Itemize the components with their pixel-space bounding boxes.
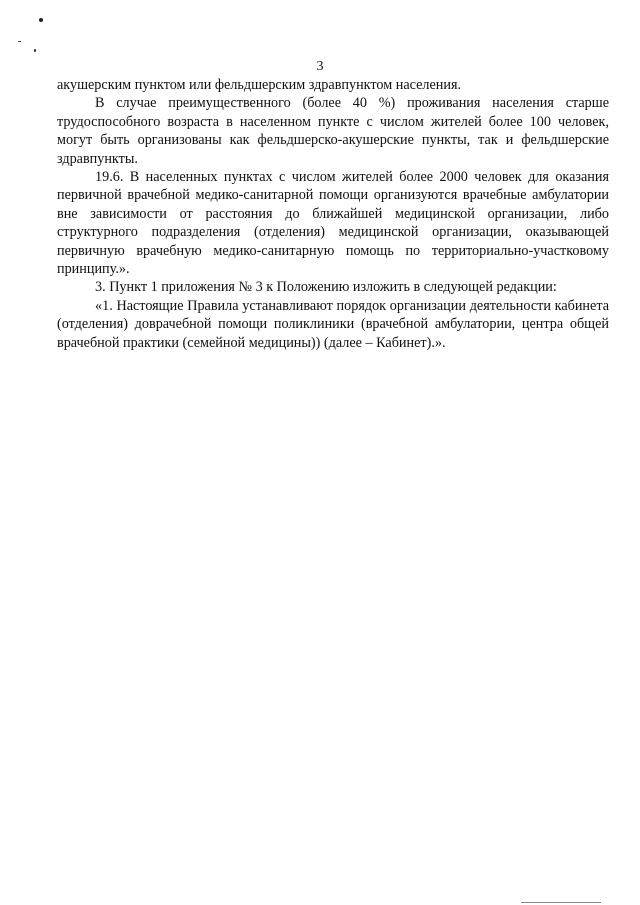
- page-number: 3: [316, 59, 324, 74]
- scan-speck: [34, 49, 36, 52]
- paragraph-item-3: 3. Пункт 1 приложения № 3 к Положению изложить в следующей редакции:: [95, 279, 557, 296]
- paragraph-elderly-population: В случае преимущественного (более 40 %) проживания населения старше трудоспособного возраста в населенном пункте с числом жителей более 100 человек, могут быть организованы как фельдшерско-акушерские пункты, так и фельдшерские здравпункты.: [57, 95, 609, 167]
- document-body: [57, 76, 609, 352]
- scan-speck: [39, 18, 43, 22]
- paragraph-continuation: акушерским пунктом или фельдшерским здравпунктом населения.: [57, 77, 462, 93]
- paragraph-19-6: 19.6. В населенных пунктах с числом жителей более 2000 человек для оказания первичной врачебной медико-санитарной помощи организуются врачебные амбулатории вне зависимости от расстояния до ближайшей медицинской организации, либо структурного подразделения (отделения) медицинской организации, оказывающей первичную врачебную медико-санитарную помощь по территориально-участковому принципу.».: [57, 169, 609, 278]
- paragraph-new-rule-1: «1. Настоящие Правила устанавливают порядок организации деятельности кабинета (отделения) доврачебной помощи поликлиники (врачебной амбулатории, центра общей врачебной практики (семейной медицины)) (далее – Кабинет).».: [57, 297, 609, 351]
- scan-edge-mark: [521, 902, 601, 903]
- scan-edge-mark: [18, 41, 21, 42]
